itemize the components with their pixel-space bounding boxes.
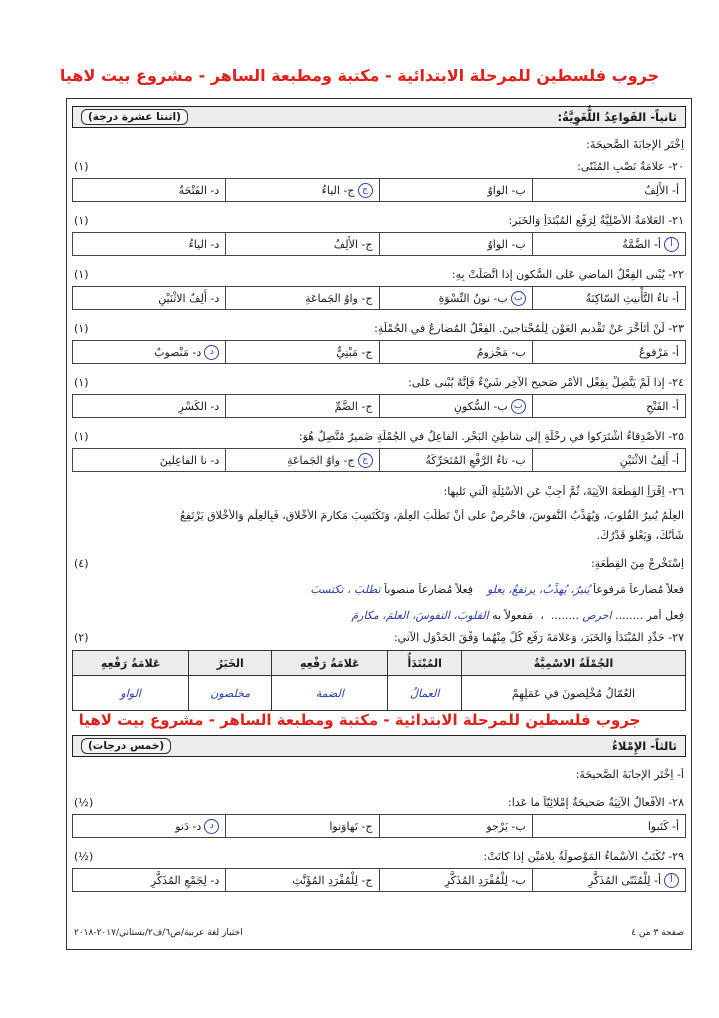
q26-present-subjunctive-label: فِعلاً مُضارعاً منصوباً xyxy=(384,583,474,596)
q26-passage-1: العِلْمُ يُنيرُ القُلوبَ، وَيُهَذِّبُ النُّفوسَ، فاحْرِصْ على أَنْ تَطْلُبَ العِلْمَ، وَتَكْتَسِبَ مَكارِمَ الأَخْلاقِ، فَبِالعِلْمِ وَالأَخْلاقِ يَرْتَفِعُ xyxy=(180,509,684,522)
option-choice[interactable] xyxy=(379,815,532,837)
option-label: أ- كَتَبوا xyxy=(647,819,679,833)
option-label: ب- نونُ النِّسْوَةِ xyxy=(438,291,508,305)
question-score: (١) xyxy=(74,430,89,443)
option-choice[interactable] xyxy=(532,233,685,255)
option-label: ب- مَجْزومٌ xyxy=(476,345,526,359)
table-row xyxy=(73,676,686,711)
question-text: ٢٣- لَنْ أَتَأَخَّرَ عَنْ تَقْديمِ العَوْنِ لِلْمُحْتاجينَ. الفِعْلُ المُضارِعُ في الجُمْلَةِ: xyxy=(374,322,684,335)
options-row xyxy=(72,286,686,310)
option-choice[interactable] xyxy=(379,395,532,417)
option-label: أ- تاءُ التَّأْنيثِ السّاكِنَةُ xyxy=(585,291,679,305)
q26-present-raised-answer: يُنيرُ، يُهذِّبُ، يرتفعُ، يعلو xyxy=(487,583,590,596)
option-label: ج- تَهاوَنوا xyxy=(329,819,373,833)
q26-object-label: مَفعولاً به xyxy=(492,609,534,622)
question-score: (١) xyxy=(74,268,89,281)
question-line xyxy=(74,160,684,173)
option-choice[interactable] xyxy=(379,341,532,363)
circled-answer-mark: أ xyxy=(664,237,679,252)
option-label: د- نا الفاعِلينَ xyxy=(159,453,220,467)
q26-extract xyxy=(74,557,684,570)
option-label: أ- لِلْمُثَنّى المُذَكَّرِ xyxy=(587,873,661,887)
circled-answer-mark: د xyxy=(204,345,219,360)
option-choice[interactable] xyxy=(532,449,685,471)
question-line xyxy=(74,430,684,443)
option-label: د- الفَتْحَةُ xyxy=(178,183,220,197)
option-label: ب- يَرْجو xyxy=(486,819,526,833)
option-label: ب- الواوُ xyxy=(487,183,526,197)
option-choice[interactable] xyxy=(73,449,225,471)
option-choice[interactable] xyxy=(73,179,225,201)
question-line xyxy=(74,376,684,389)
option-label: ج- لِلْمُفْرَدِ المُؤَنَّثِ xyxy=(292,873,373,887)
q26-line-2: فِعل أَمر ........ احرِص ........ ، مَفعولاً به القلوبَ، النفوسَ، العلمَ، مكارمَ xyxy=(351,609,684,622)
option-choice[interactable] xyxy=(379,233,532,255)
question-score: (١) xyxy=(74,160,89,173)
option-choice[interactable] xyxy=(225,869,378,891)
question-score: (١) xyxy=(74,214,89,227)
options-row xyxy=(72,868,686,892)
q27-table xyxy=(72,650,686,711)
option-label: أ- الضَّمَّةُ xyxy=(622,237,661,251)
option-choice[interactable] xyxy=(225,341,378,363)
option-choice[interactable] xyxy=(73,233,225,255)
option-choice[interactable] xyxy=(73,815,225,837)
option-label: د- الياءُ xyxy=(188,237,220,251)
q26-imperative-answer: احرِص xyxy=(582,609,612,622)
question-score: (١) xyxy=(74,376,89,389)
option-label: ج- واوُ الجَماعَةِ xyxy=(287,453,355,467)
option-label: ب- السُّكونِ xyxy=(453,399,508,413)
option-choice[interactable] xyxy=(532,815,685,837)
section-grammar-score: (اثنتا عشرة درجة) xyxy=(81,109,188,125)
option-label: أ- الأَلِفُ xyxy=(644,183,679,197)
q27-cell-subject-mark: الضمة xyxy=(272,676,388,711)
q26-dots-1: ........ xyxy=(615,609,644,622)
option-label: ج- الياءُ xyxy=(321,183,355,197)
circled-answer-mark: ب xyxy=(511,291,526,306)
options-row xyxy=(72,814,686,838)
option-choice[interactable] xyxy=(73,395,225,417)
question-score: (½) xyxy=(74,850,94,863)
circled-answer-mark: د xyxy=(204,819,219,834)
option-label: د- دَنو xyxy=(175,819,202,833)
option-label: ج- الأَلِفُ xyxy=(333,237,373,251)
option-label: د- أَلِفُ الاثْنَيْنِ xyxy=(158,291,220,305)
options-row xyxy=(72,178,686,202)
circled-answer-mark: ج xyxy=(358,453,373,468)
q26-title: ٢٦- اِقْرَأِ القِطْعَةَ الآتِيَةَ، ثُمَّ أَجِبْ عَنِ الأَسْئِلَةِ الَّتي تَليها: xyxy=(443,485,684,498)
q26-present-subjunctive-answer: تطلبَ ، تكتسبَ xyxy=(310,583,381,596)
question-score: (½) xyxy=(74,796,94,809)
options-row xyxy=(72,232,686,256)
option-label: د- مَنْصوبٌ xyxy=(154,345,202,359)
question-line xyxy=(74,268,684,281)
section-dictation-title: ثالثاً- الإِمْلاءُ xyxy=(612,739,677,753)
circled-answer-mark: ج xyxy=(358,183,373,198)
footer-exam-id: اختبار لغة عربية/ص٦/ف٢/بستاني/٢٠١٧-٢٠١٨ xyxy=(74,928,243,938)
option-label: ج- واوُ الجَماعَةِ xyxy=(305,291,373,305)
footer-page: صفحة ٣ من ٤ xyxy=(631,928,684,938)
question-line xyxy=(74,796,684,809)
q27-header-sentence: الجُمْلَةُ الاسْمِيَّةُ xyxy=(461,651,685,676)
section-dictation-score: (خمس درجات) xyxy=(81,738,171,754)
question-text: ٢٠- علامَةُ نَصْبِ المُثَنّى: xyxy=(577,160,684,173)
options-row xyxy=(72,340,686,364)
section-grammar-header xyxy=(72,106,686,128)
option-label: أ- الفَتْحِ xyxy=(646,399,679,413)
q27-cell-sentence: العُمّالُ مُخْلِصونَ في عَمَلِهِمْ xyxy=(461,676,685,711)
option-label: ب- تاءُ الرَّفْعِ المُتَحَرِّكَةُ xyxy=(425,453,526,467)
section-dictation-header xyxy=(72,735,686,757)
footer xyxy=(74,928,684,938)
question-text: ٢٩- تُكْتَبُ الأَسْماءُ المَوْصولَةُ بِلامَيْنِ إذا كانَتْ: xyxy=(483,850,684,863)
q27-header-row xyxy=(73,651,686,676)
option-choice[interactable] xyxy=(73,287,225,309)
q27-score: (٢) xyxy=(74,631,89,644)
question-text: ٢٨- الأَفْعالُ الآتِيَةُ صَحيحَةٌ إِمْلائِيّاً ما عَدا: xyxy=(508,796,684,809)
option-choice[interactable] xyxy=(225,449,378,471)
q27-header-subject: المُبْتَدَأُ xyxy=(388,651,462,676)
question-line xyxy=(74,214,684,227)
option-label: أ- أَلِفُ الاثْنَيْنِ xyxy=(619,453,679,467)
option-label: ب- لِلْمُفْرَدِ المُذَكَّرِ xyxy=(444,873,526,887)
q26-dots-2: ........ xyxy=(550,609,579,622)
mid-banner: جروب فلسطين للمرحلة الابتدائية - مكتبة ومطبعة الساهر - مشروع بيت لاهيا xyxy=(78,711,641,729)
option-label: ج- مَبْنِيٌّ xyxy=(336,345,373,359)
option-choice[interactable] xyxy=(532,869,685,891)
option-choice[interactable] xyxy=(225,233,378,255)
q26-present-raised-label: فعلاً مُضارعاً مَرفوعاً xyxy=(593,583,684,596)
question-line xyxy=(74,322,684,335)
q27-title: ٢٧- حَدِّدِ المُبْتَدَأَ وَالخَبَرَ، وَعَلامَةَ رَفْعِ كُلٍّ مِنْهُما وَفْقَ الجَدْوَلِ الآتي: xyxy=(393,631,684,644)
q27-title-line xyxy=(74,631,684,644)
option-choice[interactable] xyxy=(225,395,378,417)
option-choice[interactable] xyxy=(225,287,378,309)
question-text: ٢١- العَلامَةُ الأَصْلِيَّةُ لِرَفْعِ المُبْتَدَأِ وَالخَبَرِ: xyxy=(508,214,684,227)
circled-answer-mark: ب xyxy=(511,399,526,414)
option-label: ج- الضَّمِّ xyxy=(334,399,373,413)
question-text: ٢٢- يُبْنى الفِعْلُ الماضي عَلى السُّكونِ إذا اتَّصَلَتْ بِهِ: xyxy=(451,268,684,281)
q27-cell-predicate-mark: الواو xyxy=(73,676,189,711)
option-choice[interactable] xyxy=(73,869,225,891)
instruction-dictation: أ- اِخْتَرِ الإِجابَةَ الصَّحيحَةَ: xyxy=(575,768,684,781)
q26-line-1 xyxy=(74,583,684,596)
question-score: (١) xyxy=(74,322,89,335)
section-grammar-title: ثانياً- القَواعِدُ اللُّغَوِيَّةُ: xyxy=(557,110,677,124)
q26-object-answer: القلوبَ، النفوسَ، العلمَ، مكارمَ xyxy=(351,609,489,622)
option-choice[interactable] xyxy=(532,287,685,309)
top-banner: جروب فلسطين للمرحلة الابتدائية - مكتبة ومطبعة الساهر - مشروع بيت لاهيا xyxy=(59,66,660,85)
q27-header-predicate: الخَبَرُ xyxy=(189,651,272,676)
q27-header-subject-mark: عَلامَةُ رَفْعِهِ xyxy=(272,651,388,676)
q27-header-predicate-mark: عَلامَةُ رَفْعِهِ xyxy=(73,651,189,676)
question-text: ٢٥- الأَصْدِقاءُ اشْتَرَكوا في رِحْلَةٍ إلى شاطِئِ البَحْرِ. الفاعِلُ في الجُمْلَةِ ضَميرٌ مُتَّصِلٌ هُوَ: xyxy=(298,430,684,443)
option-choice[interactable] xyxy=(379,179,532,201)
question-line xyxy=(74,850,684,863)
option-choice[interactable] xyxy=(73,341,225,363)
q26-imperative-label: فِعل أَمر xyxy=(646,609,684,622)
instruction: اِخْتَرِ الإِجابَةَ الصَّحيحَةَ: xyxy=(586,138,684,151)
question-text: ٢٤- إذا لَمْ يَتَّصِلْ بِفِعْلِ الأَمْرِ صَحيحِ الآخِرِ شَيْءٌ فَإِنَّهُ يُبْنى عَلى: xyxy=(408,376,684,389)
option-choice[interactable] xyxy=(225,179,378,201)
circled-answer-mark: أ xyxy=(664,873,679,888)
option-choice[interactable] xyxy=(379,287,532,309)
q26-extract-label: اِسْتَخْرِجْ مِنَ القِطْعَةِ: xyxy=(590,557,684,570)
q27-cell-predicate: مخلصون xyxy=(189,676,272,711)
option-label: د- الكَسْرِ xyxy=(178,399,220,413)
option-choice[interactable] xyxy=(379,449,532,471)
options-row xyxy=(72,394,686,418)
option-label: د- لِجَمْعِ المُذَكَّرِ xyxy=(150,873,220,887)
option-label: ب- الواوُ xyxy=(487,237,526,251)
option-choice[interactable] xyxy=(225,815,378,837)
q27-cell-subject: العمالُ xyxy=(388,676,462,711)
option-choice[interactable] xyxy=(532,341,685,363)
option-choice[interactable] xyxy=(532,179,685,201)
q26-passage-2: شَأْنُكَ، وَيَعْلو قَدْرُكَ. xyxy=(596,529,684,542)
options-row xyxy=(72,448,686,472)
option-choice[interactable] xyxy=(379,869,532,891)
option-label: أ- مَرْفوعٌ xyxy=(639,345,679,359)
q26-score: (٤) xyxy=(74,557,89,570)
option-choice[interactable] xyxy=(532,395,685,417)
